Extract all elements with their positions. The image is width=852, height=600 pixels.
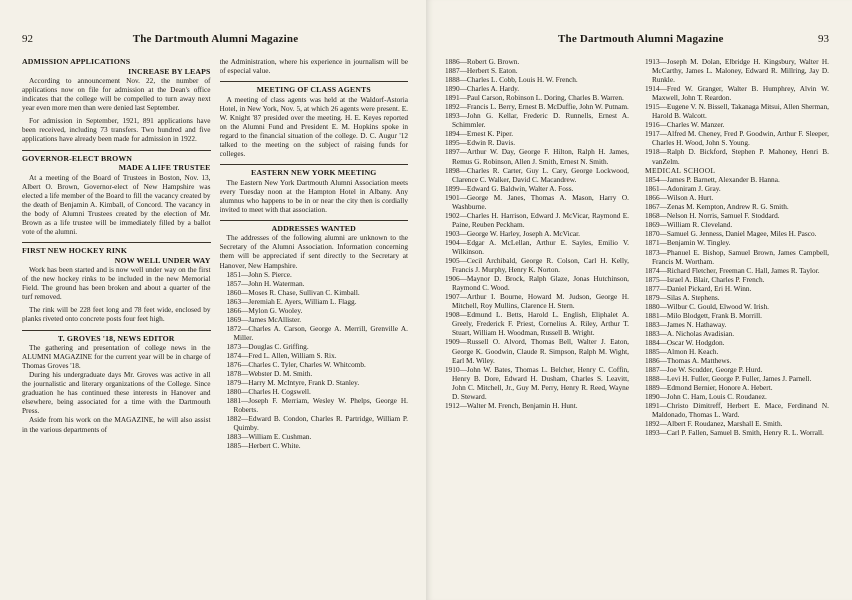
- medical-entry: 1875—Israel A. Blair, Charles P. French.: [645, 274, 765, 284]
- address-entry: 1863—Jeremiah E. Ayers, William L. Flagg.: [226, 296, 357, 306]
- address-entry: 1886—Robert G. Brown.: [445, 57, 520, 66]
- medical-entry: 1888—Levi H. Fuller, George P. Fuller, James J. Parnell.: [645, 374, 812, 384]
- address-entry: 1901—George M. Janes, Thomas A. Mason, Harry O. Washburne.: [445, 192, 629, 211]
- divider: [22, 330, 211, 331]
- address-entry: 1907—Arthur I. Bourne, Howard M. Judson, George H. Mitchell, Roy Mullins, Clarence H. Stern.: [445, 292, 629, 311]
- medical-entry: 1892—Albert F. Roudanez, Marshall E. Smith.: [645, 419, 783, 429]
- medical-entry: 1868—Nelson H. Norris, Samuel F. Stoddard.: [645, 211, 780, 221]
- class-agents-paragraph: A meeting of class agents was held at the Waldorf-Astoria Hotel, in New York, Nov. 5, at which 26 agents were present. E. W. Knight '87 presided over the meeting. H. E. Keyes reported on the Alumni Fund and President E. M. Hopkins spoke in regard to the financial situation of the college. D. C. Augur '12 talked to the meeting on the subject of raising funds for colleges.: [219, 94, 408, 158]
- right-column-1: [438, 57, 629, 597]
- hockey-paragraph-2: The rink will be 228 feet long and 78 feet wide, enclosed by planks riveted onto concrete posts four feet high.: [22, 305, 211, 324]
- divider: [220, 164, 409, 165]
- medical-entry: 1866—Wilson A. Hurt.: [645, 193, 714, 203]
- address-entry: 1882—Edward B. Condon, Charles R. Partridge, William P. Quimby.: [226, 414, 408, 433]
- address-entry: 1898—Charles R. Carter, Guy L. Cary, George Lockwood, Clarence C. Walker, David C. Macandrew.: [445, 165, 629, 184]
- eastern-ny-heading: EASTERN NEW YORK MEETING: [250, 168, 377, 178]
- address-entry: 1918—Ralph D. Bickford, Stephen P. Mahoney, Henri B. vanZelm.: [645, 147, 829, 166]
- brown-heading-line1: GOVERNOR-ELECT BROWN: [22, 153, 133, 163]
- medical-entry: 1880—Wilbur C. Gould, Elwood W. Irish.: [645, 301, 769, 311]
- admissions-heading: [22, 57, 211, 76]
- brown-heading: [22, 154, 211, 173]
- address-entry: 1892—Francis L. Berry, Ernest B. McDuffie, John W. Putnam.: [445, 102, 629, 112]
- address-entry: 1893—John G. Kellar, Frederic D. Runnells, Ernest A. Schimmler.: [445, 111, 629, 130]
- running-title-right: The Dartmouth Alumni Magazine: [558, 33, 724, 45]
- groves-paragraph-3: Aside from his work on the MAGAZINE, he will also assist in the various departments of: [22, 415, 211, 434]
- address-entry: 1902—Charles H. Harrison, Edward J. McVicar, Raymond E. Paine, Reuben Peckham.: [445, 210, 629, 229]
- medical-entry: 1886—Thomas A. Matthews.: [645, 356, 732, 366]
- address-entry: 1913—Joseph M. Dolan, Elbridge H. Kingsbury, Walter H. McCarthy, James L. Maloney, Edward R. Millring, Jay D. Runkle.: [645, 57, 829, 85]
- address-entry: 1860—Moses R. Chase, Sullivan C. Kimball.: [226, 287, 360, 297]
- hockey-heading: [22, 246, 211, 265]
- medical-entry: 1889—Edmond Bernier, Honore A. Hebert.: [645, 383, 773, 393]
- address-entry: 1857—John H. Waterman.: [226, 278, 305, 288]
- class-agents-heading: MEETING OF CLASS AGENTS: [256, 85, 371, 95]
- address-entry: 1908—Edmund L. Betts, Harold L. English, Eliphalet A. Greely, Frederick F. Priest, Cornelius A. Riley, Arthur T. Stuart, William H. Woodman, Russell B. Wright.: [445, 310, 629, 338]
- address-entry: 1873—Douglas C. Griffing.: [226, 341, 309, 351]
- address-entry: 1866—Mylon G. Wooley.: [226, 305, 303, 315]
- address-entry: 1885—Herbert C. White.: [226, 441, 301, 451]
- admissions-paragraph-2: For admission in September, 1921, 891 applications have been received, including 73 transfers. Two hundred and five applications have already been made for admission in 1922.: [22, 116, 211, 144]
- left-column-1: [22, 57, 211, 597]
- address-entry: 1890—Charles A. Hardy.: [445, 84, 520, 94]
- divider: [22, 150, 211, 151]
- address-entry: 1909—Russell O. Alvord, Thomas Bell, Walter J. Eaton, George K. Goodwin, Claude R. Simpson, Ralph M. Wight, Earl M. Wiley.: [445, 337, 629, 365]
- medical-entry: 1874—Richard Fletcher, Freeman C. Hall, James R. Taylor.: [645, 265, 820, 275]
- address-entry: 1916—Charles W. Manzer.: [645, 120, 725, 130]
- address-entry: 1883—William E. Cushman.: [226, 432, 312, 442]
- address-entry: 1869—James McAllister.: [226, 314, 302, 324]
- address-entry: 1912—Walter M. French, Benjamin H. Hunt.: [445, 400, 578, 410]
- address-entry: 1905—Cecil Archibald, George R. Colson, Carl H. Kelly, Francis J. Murphy, Henry K. Norton.: [445, 256, 629, 275]
- address-entry: 1879—Harry M. McIntyre, Frank D. Stanley.: [226, 378, 360, 388]
- address-entry: 1851—John S. Pierce.: [226, 269, 292, 279]
- medical-entry: 1877—Daniel Pickard, Eri H. Winn.: [645, 283, 752, 293]
- medical-entry: 1879—Silas A. Stephens.: [645, 292, 720, 302]
- address-entry: 1903—George W. Harley, Joseph A. McVicar.: [445, 228, 580, 238]
- medical-entry: 1893—Carl P. Fallen, Samuel B. Smith, Henry R. L. Worrall.: [645, 428, 824, 438]
- addresses-paragraph: The addresses of the following alumni are unknown to the Secretary of the Alumni Association. Information concerning them will be appreciated if sent directly to the Secretary at Hanover, New Hampshire.: [219, 233, 408, 270]
- medical-entry: 1861—Adoniram J. Gray.: [645, 184, 721, 194]
- admissions-heading-line1: ADMISSION APPLICATIONS: [22, 57, 131, 66]
- groves-heading: T. GROVES '18, NEWS EDITOR: [57, 333, 175, 343]
- medical-entry: 1881—Milo Blodgett, Frank B. Morrill.: [645, 310, 762, 320]
- address-entry: 1915—Eugene V. N. Bissell, Takanaga Mitsui, Allen Sherman, Harold B. Walcott.: [645, 102, 829, 121]
- address-entry: 1910—John W. Bates, Thomas L. Belcher, Henry C. Coffin, Henry B. Dore, Edward H. Dusham, Charles S. Leavitt, John C. Mitchell, Jr., Guy M. Perry, Henry R. Reed, Wayne D. Steward.: [445, 364, 629, 401]
- right-page: [426, 0, 852, 600]
- address-entry: 1887—Herbert S. Eaton.: [445, 66, 518, 76]
- right-running-head: [438, 33, 829, 49]
- medical-entry: 1870—Samuel G. Jenness, Daniel Magee, Miles H. Pasco.: [645, 229, 817, 239]
- groves-paragraph-2: During his undergraduate days Mr. Groves was active in all the journalistic and literary organizations of the College. Since graduation he has continued these interests in Hanover and elsewhere, being associated for a time with the Dartmouth Press.: [22, 370, 211, 416]
- eastern-ny-paragraph: The Eastern New York Dartmouth Alumni Association meets every Tuesday noon at the Hampton Hotel in Albany. Any alumnus who happens to be in or near the city then is cordially invited to meet with that association.: [219, 177, 408, 214]
- groves-paragraph-1: The gathering and presentation of college news in the ALUMNI MAGAZINE for the current year will be in charge of Thomas Groves '18.: [22, 343, 211, 371]
- address-entry: 1917—Alfred M. Cheney, Fred P. Goodwin, Arthur F. Sleeper, Charles H. Wood, John S. Young.: [645, 129, 829, 148]
- addresses-heading: ADDRESSES WANTED: [271, 223, 356, 233]
- right-column-2: [638, 57, 829, 597]
- brown-paragraph: At a meeting of the Board of Trustees in Boston, Nov. 13, Albert O. Brown, Governor-elect of New Hampshire was elected a life member of the Board to fill the vacancy created by the death of Benjamin A. Kimball, of Concord. The vacancy in the body of Alumni Trustees created by the election of Mr. Brown as a life trustee will be immediately filled by a ballot vote of the alumni.: [22, 172, 211, 236]
- address-entry: 1874—Fred L. Allen, William S. Rix.: [226, 351, 337, 360]
- admissions-paragraph-1: According to announcement Nov. 22, the number of applications now on file for admission at the Dean's office indicates that the college will be compelled to turn away next year even more men than were denied last September.: [22, 76, 211, 113]
- address-entry: 1876—Charles C. Tyler, Charles W. Whitcomb.: [226, 360, 366, 370]
- medical-entry: 1867—Zenas M. Kempton, Andrew R. G. Smith.: [645, 202, 789, 212]
- medical-entry: 1871—Benjamin W. Tingley.: [645, 238, 731, 248]
- address-entry: 1872—Charles A. Carson, George A. Merrill, Grenville A. Miller.: [226, 323, 408, 342]
- medical-entry: 1891—Christo Dimitreff, Herbert E. Mace, Ferdinand N. Maldonado, Thomas L. Ward.: [645, 401, 829, 420]
- medical-entry: 1885—Almon H. Keach.: [645, 347, 719, 357]
- address-entry: 1914—Fred W. Granger, Walter B. Humphrey, Alvin W. Maxwell, John T. Reardon.: [645, 84, 829, 103]
- addresses-list: [220, 270, 409, 451]
- hockey-heading-line1: FIRST NEW HOCKEY RINK: [22, 246, 128, 256]
- divider: [220, 220, 409, 221]
- address-entry: 1881—Joseph F. Merriam, Wesley W. Phelps, George H. Roberts.: [226, 396, 408, 415]
- address-entry: 1891—Paul Carson, Robinson L. Doring, Charles B. Warren.: [445, 93, 624, 103]
- address-entry: 1899—Edward G. Baldwin, Walter A. Foss.: [445, 183, 574, 193]
- address-entry: 1888—Charles L. Cobb, Louis H. W. French.: [445, 75, 578, 85]
- address-entry: 1904—Edgar A. McLellan, Arthur E. Sayles, Emilio V. Wilkinson.: [445, 237, 629, 256]
- left-column-2: [220, 57, 409, 597]
- medical-entry: 1873—Phanuel E. Bishop, Samuel Brown, James Campbell, Francis M. Wortham.: [645, 247, 829, 266]
- divider: [220, 81, 409, 82]
- address-entry: 1897—Arthur W. Day, George F. Hilton, Ralph H. James, Remus G. Robinson, Allen J. Smith, Ernest N. Smith.: [445, 147, 629, 166]
- running-title-left: The Dartmouth Alumni Magazine: [132, 33, 299, 45]
- medical-entry: 1883—A. Nicholas Avadisian.: [645, 328, 735, 338]
- hockey-heading-line2: NOW WELL UNDER WAY: [114, 255, 211, 265]
- address-entry: 1895—Edwin R. Davis.: [445, 138, 516, 148]
- hockey-paragraph-1: Work has been started and is now well under way on the first of the new hockey rinks to be included in the new Memorial Field. The ground has been broken and about a quarter of the turf removed.: [22, 265, 211, 302]
- medical-entry: 1869—William R. Cleveland.: [645, 220, 733, 230]
- medical-entry: 1890—John C. Ham, Louis C. Roudanez.: [645, 392, 767, 402]
- page-number-left: 92: [22, 33, 33, 45]
- left-running-head: [22, 33, 408, 49]
- medical-entry: 1884—Oscar W. Hodgdon.: [645, 338, 725, 347]
- page-number-right: 93: [818, 33, 829, 45]
- groves-continuation: the Administration, where his experience in journalism will be of especial value.: [219, 57, 408, 76]
- address-entry: 1906—Maynor D. Brock, Ralph Glaze, Jonas Hutchinson, Raymond C. Wood.: [445, 274, 629, 293]
- medical-school-heading: MEDICAL SCHOOL: [645, 165, 716, 175]
- address-entry: 1894—Ernest K. Piper.: [445, 129, 514, 139]
- medical-entry: 1883—James N. Hathaway.: [645, 319, 727, 329]
- medical-entry: 1887—Joe W. Scudder, George P. Hurd.: [645, 365, 763, 375]
- divider: [22, 242, 211, 243]
- brown-heading-line2: MADE A LIFE TRUSTEE: [118, 163, 211, 173]
- medical-entry: 1854—James P. Barnett, Alexander B. Hanna.: [645, 175, 780, 185]
- admissions-heading-line2: INCREASE BY LEAPS: [128, 66, 211, 76]
- address-entry: 1878—Webster D. M. Smith.: [226, 369, 313, 379]
- address-entry: 1880—Charles H. Cogswell.: [226, 387, 311, 397]
